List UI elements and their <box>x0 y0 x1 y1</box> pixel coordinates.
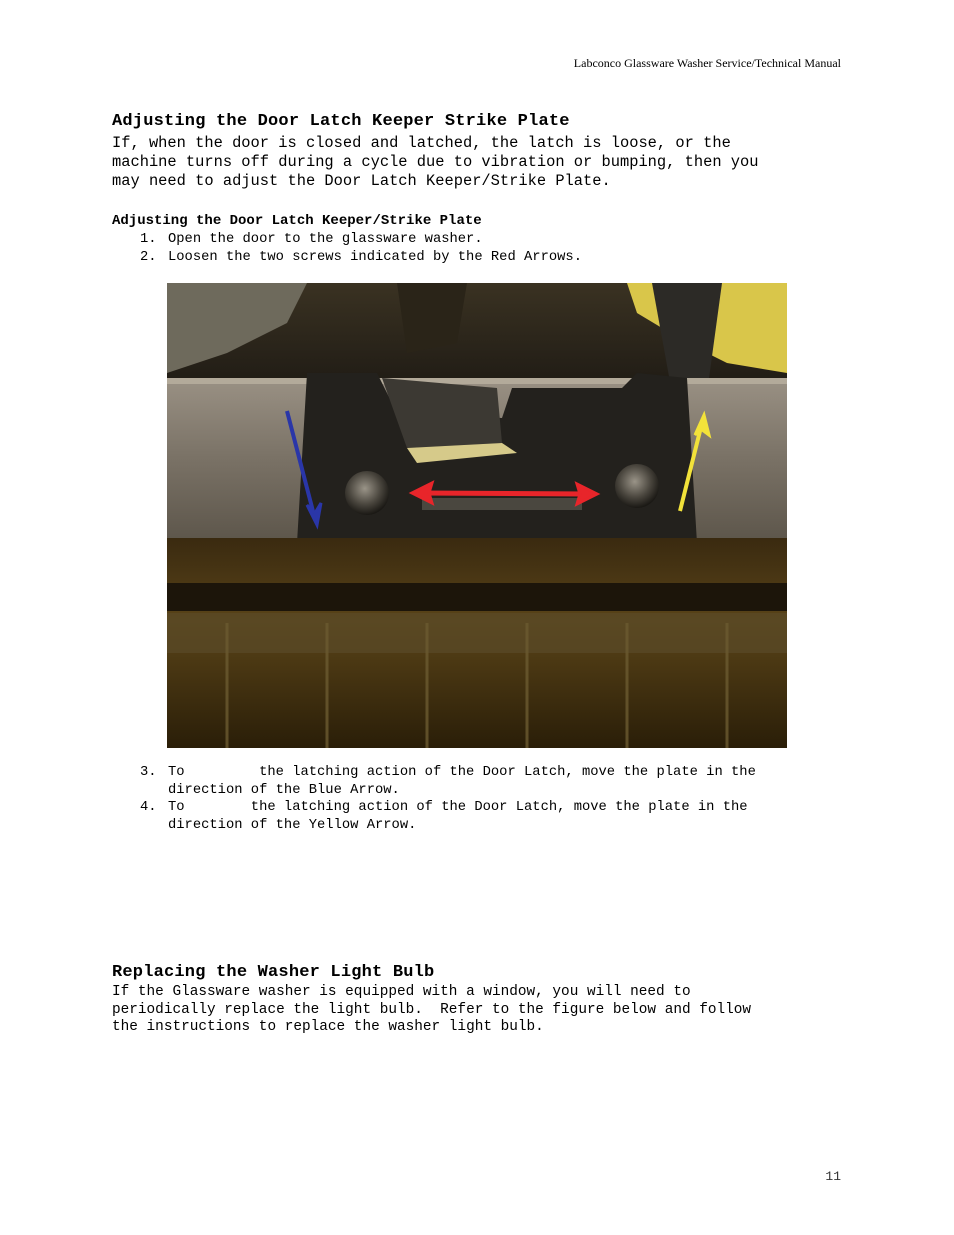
step-text: Open the door to the glassware washer. <box>168 232 483 247</box>
step-text: direction of the Yellow Arrow. <box>168 817 417 833</box>
door-latch-intro <box>112 134 842 191</box>
steps-list-after <box>140 764 756 834</box>
interior-edge <box>167 583 787 611</box>
interior-rack <box>167 613 787 653</box>
step-number: 1. <box>140 232 157 247</box>
list-item <box>140 799 756 834</box>
screw-left <box>345 471 389 515</box>
procedure-subheading: Adjusting the Door Latch Keeper/Strike Plate <box>112 213 482 229</box>
step-text: Loosen the two screws indicated by the Red Arrows. <box>168 249 582 265</box>
photo-shadow <box>397 283 467 353</box>
intro-line: periodically replace the light bulb. Refer to the figure below and follow <box>112 1001 752 1018</box>
rail-highlight <box>167 378 787 384</box>
screw-right <box>615 464 659 508</box>
step-number: 2. <box>140 249 157 265</box>
door-latch-photo <box>167 283 787 748</box>
section-title-door-latch: Adjusting the Door Latch Keeper Strike Plate <box>112 112 570 131</box>
plate-adjust-slot <box>422 498 582 510</box>
light-bulb-intro <box>112 984 842 1037</box>
steps-list-before <box>140 231 582 266</box>
intro-line: If the Glassware washer is equipped with a window, you will need to <box>112 984 691 1000</box>
intro-line: the instructions to replace the washer light bulb. <box>112 1019 544 1035</box>
list-item <box>140 249 582 267</box>
step-text: To the latching action of the Door Latch, move the plate in the <box>168 800 748 815</box>
intro-line: If, when the door is closed and latched, the latch is loose, or the <box>112 134 731 152</box>
intro-line: may need to adjust the Door Latch Keeper/Strike Plate. <box>112 172 611 190</box>
step-number: 4. <box>140 800 157 815</box>
section-title-light-bulb: Replacing the Washer Light Bulb <box>112 963 435 982</box>
intro-line: machine turns off during a cycle due to vibration or bumping, then you <box>112 153 759 171</box>
step-text: To the latching action of the Door Latch, move the plate in the <box>168 765 756 780</box>
list-item <box>140 764 756 799</box>
step-number: 3. <box>140 765 157 780</box>
running-header: Labconco Glassware Washer Service/Technical Manual <box>573 56 841 70</box>
step-text: direction of the Blue Arrow. <box>168 782 400 798</box>
page-number: 11 <box>825 1169 841 1184</box>
list-item <box>140 231 582 249</box>
